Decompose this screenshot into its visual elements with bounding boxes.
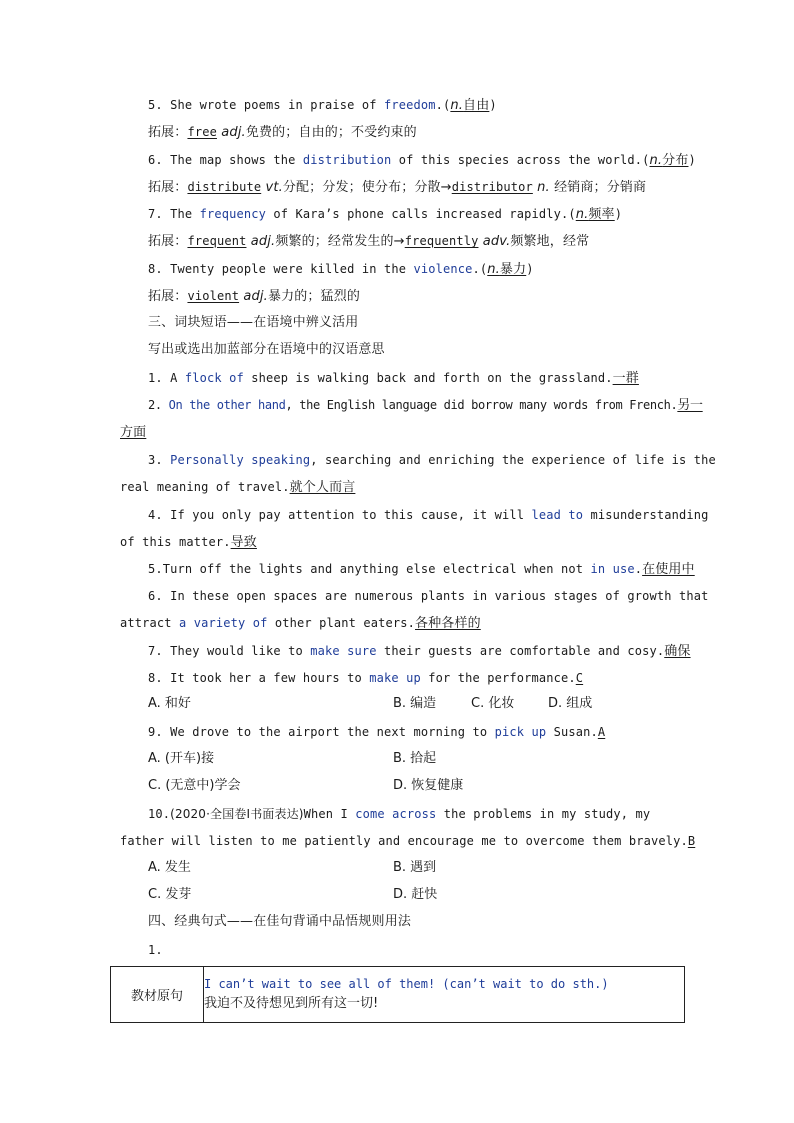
- vocab-item-5: 5. She wrote poems in praise of freedom.(n.自由): [148, 98, 497, 113]
- option-10a: A. 发生: [148, 860, 191, 875]
- option-8d: D. 组成: [548, 696, 593, 711]
- phrase-question-3-cont: real meaning of travel.就个人而言: [120, 480, 356, 495]
- vocab-extension-6: 拓展：distribute vt.分配；分发；使分布；分散→distributor n. 经销商；分销商: [148, 180, 647, 195]
- phrase-question-7: 7. They would like to make sure their guests are comfortable and cosy.确保: [148, 644, 691, 659]
- phrase-question-3: 3. Personally speaking, searching and enriching the experience of life is the: [148, 453, 716, 467]
- option-9c: C. (无意中)学会: [148, 778, 241, 793]
- option-8a: A. 和好: [148, 696, 191, 711]
- original-sentence-cn: 我迫不及待想见到所有这一切!: [204, 995, 379, 1011]
- answer-8: C: [575, 671, 584, 685]
- phrase-question-6: 6. In these open spaces are numerous plants in various stages of growth that: [148, 589, 709, 603]
- answer-1: 一群: [612, 371, 639, 386]
- phrase-question-1: 1. A flock of sheep is walking back and forth on the grassland.一群: [148, 371, 639, 386]
- table-content: [204, 967, 685, 1023]
- phrase-question-10: 10.(2020·全国卷Ⅰ书面表达)When I come across the problems in my study, my: [148, 807, 651, 821]
- answer-2: 方面: [120, 425, 147, 440]
- section-4-item-number: 1.: [148, 943, 163, 957]
- section-4-heading: 四、经典句式——在佳句背诵中品悟规则用法: [148, 914, 412, 929]
- option-10d: D. 赶快: [393, 887, 438, 902]
- answer-7: 确保: [664, 644, 691, 659]
- option-9a: A. (开车)接: [148, 751, 215, 766]
- vocab-extension-5: 拓展：free adj.免费的；自由的；不受约束的: [148, 125, 417, 140]
- phrase-question-5: 5.Turn off the lights and anything else electrical when not in use.在使用中: [148, 562, 695, 577]
- phrase-question-8: 8. It took her a few hours to make up for the performance.C: [148, 671, 584, 685]
- sentence-table: [110, 966, 685, 1023]
- vocab-item-8: 8. Twenty people were killed in the violence.(n.暴力): [148, 262, 534, 277]
- vocab-extension-7: 拓展：frequent adj.频繁的；经常发生的→frequently adv.频繁地，经常: [148, 234, 590, 249]
- option-10b: B. 遇到: [393, 860, 437, 875]
- vocab-extension-8: 拓展：violent adj.暴力的；猛烈的: [148, 289, 360, 304]
- phrase-question-10-cont: father will listen to me patiently and encourage me to overcome them bravely.B: [120, 834, 696, 848]
- phrase-question-4-cont: of this matter.导致: [120, 535, 257, 550]
- answer-6: 各种各样的: [415, 616, 481, 631]
- section-3-heading: 三、词块短语——在语境中辨义活用: [148, 315, 359, 330]
- vocab-item-6: 6. The map shows the distribution of this species across the world.(n.分布): [148, 153, 696, 168]
- option-10c: C. 发芽: [148, 887, 192, 902]
- option-9d: D. 恢复健康: [393, 778, 464, 793]
- answer-4: 导致: [230, 535, 257, 550]
- original-sentence-en: I can’t wait to see all of them! (can’t wait to do sth.): [204, 976, 609, 991]
- section-3-instruction: 写出或选出加蓝部分在语境中的汉语意思: [148, 342, 385, 357]
- phrase-question-6-cont: attract a variety of other plant eaters.各种各样的: [120, 616, 481, 631]
- answer-5: 在使用中: [642, 562, 695, 577]
- option-9b: B. 拾起: [393, 751, 437, 766]
- phrase-question-2-cont: [120, 424, 146, 441]
- answer-3: 就个人而言: [289, 480, 356, 495]
- answer-9: A: [597, 725, 606, 739]
- phrase-question-2: 2. On the other hand, the English language did borrow many words from French.另一: [148, 398, 703, 413]
- answer-10: B: [687, 834, 696, 848]
- phrase-question-9: 9. We drove to the airport the next morning to pick up Susan.A: [148, 725, 606, 739]
- table-label: 教材原句: [111, 967, 204, 1023]
- vocab-item-7: 7. The frequency of Kara’s phone calls increased rapidly.(n.频率): [148, 207, 623, 222]
- option-8c: C. 化妆: [471, 696, 515, 711]
- phrase-question-4: 4. If you only pay attention to this cause, it will lead to misunderstanding: [148, 508, 709, 522]
- option-8b: B. 编造: [393, 696, 437, 711]
